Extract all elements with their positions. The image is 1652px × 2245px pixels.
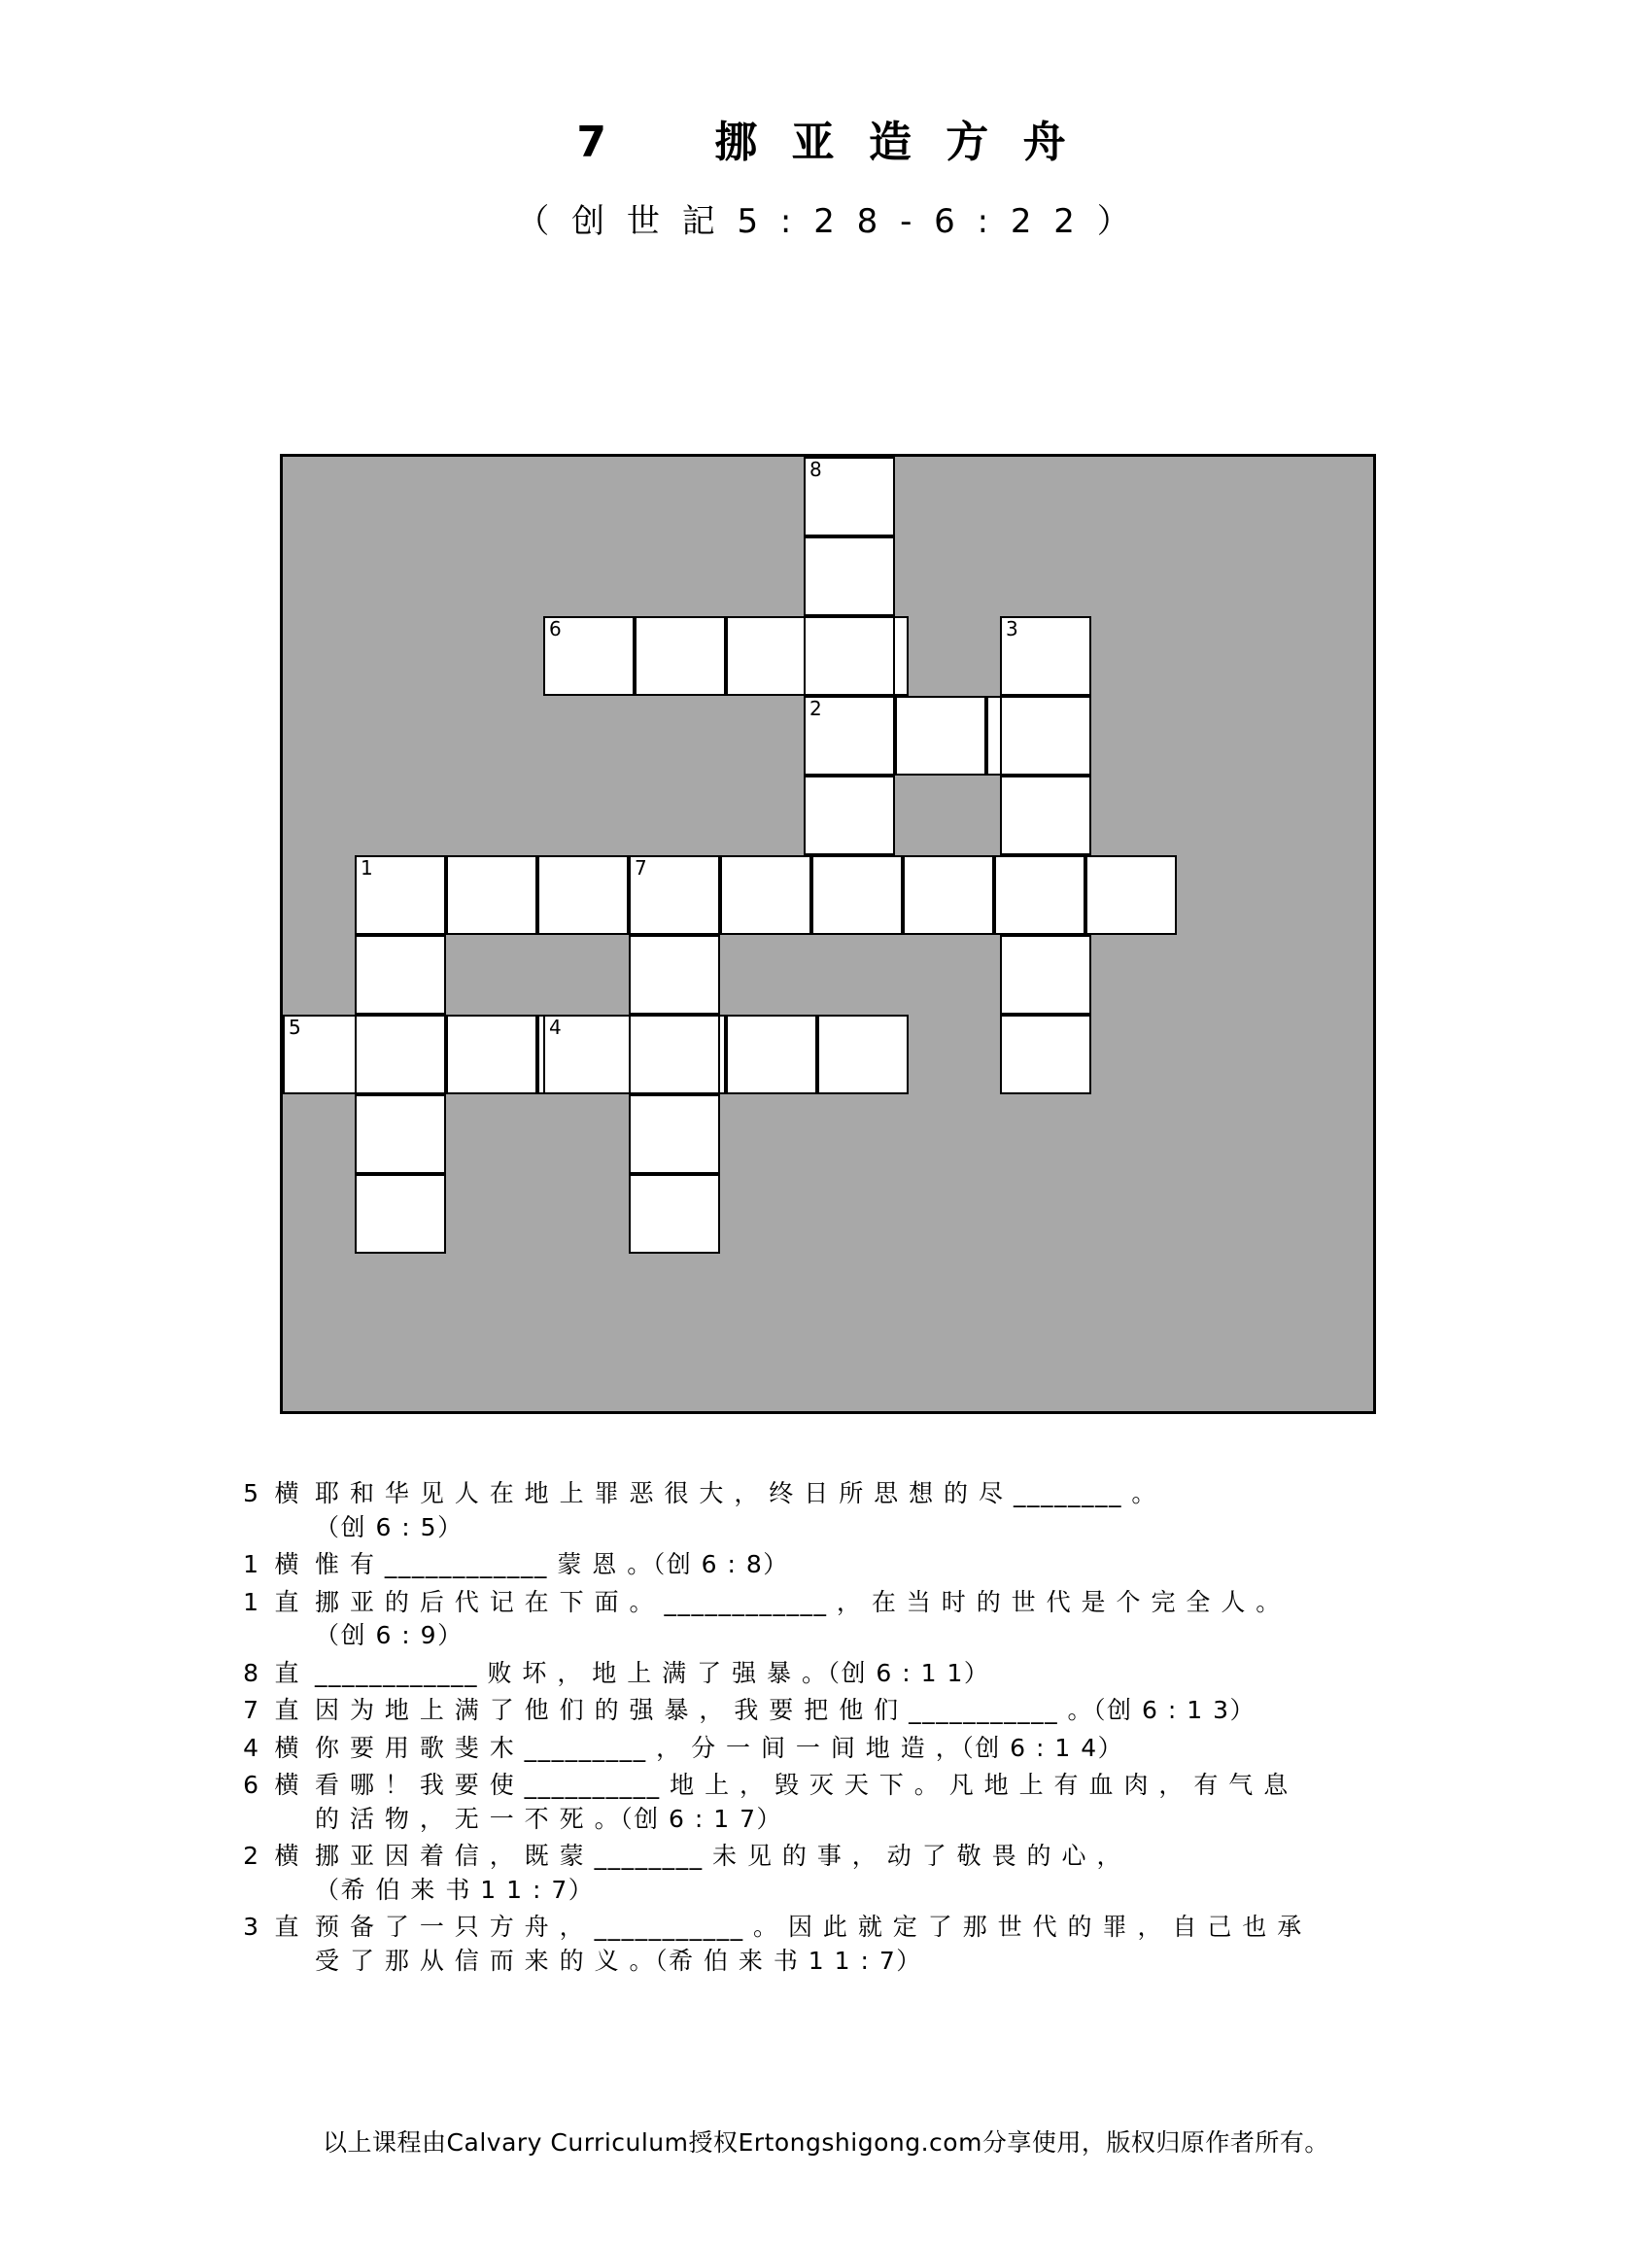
cell[interactable] [446,855,537,935]
cell-number-7: 7 [635,856,647,880]
clue-number: 1 [243,1587,258,1616]
cell[interactable] [1085,855,1177,935]
crossword-grid [280,454,1376,1414]
clue-number: 4 [243,1733,258,1762]
cell-number-3: 3 [1006,617,1018,640]
lesson-number: 7 [576,118,617,167]
clue-direction: 横 [274,1733,299,1762]
cell[interactable] [1000,696,1091,776]
cell[interactable] [629,935,720,1015]
cell[interactable] [720,855,811,935]
clue-body [315,1694,1479,1728]
clue-line-1: 耶 和 华 见 人 在 地 上 罪 恶 很 大 ， 终 日 所 思 想 的 尽 ________ 。 [315,1479,1157,1507]
cell[interactable] [355,1174,446,1254]
cell[interactable] [811,855,903,935]
cell-number-4: 4 [549,1016,562,1039]
cell[interactable] [903,855,994,935]
clue-item [225,1477,1479,1544]
cell-number-2: 2 [809,697,822,720]
clue-body [315,1548,1479,1582]
clue-direction: 横 [274,1771,299,1799]
clue-item [225,1548,1479,1582]
clue-body [315,1840,1479,1907]
cell[interactable] [629,1015,720,1094]
cell-number-6: 6 [549,617,562,640]
clue-line-1: 惟 有 ____________ 蒙 恩 。（创 6 : 8） [315,1550,789,1578]
clue-direction: 直 [274,1658,299,1687]
clue-list [225,1477,1479,1982]
clue-number: 5 [243,1479,258,1507]
clue-body [315,1586,1479,1653]
clue-direction: 横 [274,1479,299,1507]
clue-body [315,1769,1479,1836]
cell[interactable] [1000,1015,1091,1094]
cell[interactable] [355,1094,446,1174]
clue-number: 1 [243,1550,258,1578]
cell-1-start[interactable] [355,855,446,935]
clue-line-2: （希 伯 来 书 1 1 : 7） [315,1875,595,1904]
cell[interactable] [629,1174,720,1254]
clue-item [225,1657,1479,1691]
clue-line-1: 挪 亚 的 后 代 记 在 下 面 。 ____________ ， 在 当 时 的 世 代 是 个 完 全 人 。 [315,1587,1282,1616]
cell[interactable] [1000,776,1091,855]
clue-line-1: 挪 亚 因 着 信 ， 既 蒙 ________ 未 见 的 事 ， 动 了 敬 畏 的 心 ， [315,1842,1122,1870]
clue-number: 8 [243,1658,258,1687]
clue-direction: 直 [274,1913,299,1941]
cell[interactable] [635,616,726,696]
clue-item [225,1840,1479,1907]
cell[interactable] [994,855,1085,935]
clue-direction: 横 [274,1550,299,1578]
clue-line-2: 受 了 那 从 信 而 来 的 义 。（希 伯 来 书 1 1 : 7） [315,1946,922,1975]
clue-number: 2 [243,1842,258,1870]
title-main-line [0,107,1652,169]
cell-3-start[interactable] [1000,616,1091,696]
clue-body [315,1657,1479,1691]
cell-number-8: 8 [809,458,822,481]
clue-item [225,1694,1479,1728]
cell[interactable] [537,855,629,935]
clue-direction: 直 [274,1587,299,1616]
cell[interactable] [355,935,446,1015]
clue-line-2: （创 6 : 9） [315,1621,464,1649]
cell-number-1: 1 [361,856,373,880]
cell-number-5: 5 [289,1016,301,1039]
cell-7-start[interactable] [629,855,720,935]
clue-number: 7 [243,1696,258,1724]
clue-item [225,1732,1479,1766]
cell-6-start[interactable] [543,616,635,696]
clue-line-1: ____________ 败 坏 ， 地 上 满 了 强 暴 。（创 6 : 1 1） [315,1658,990,1687]
cell[interactable] [355,1015,446,1094]
cell[interactable] [817,1015,909,1094]
clue-item [225,1586,1479,1653]
cell[interactable] [446,1015,537,1094]
clue-direction: 横 [274,1842,299,1870]
clue-line-1: 因 为 地 上 满 了 他 们 的 强 暴 ， 我 要 把 他 们 ___________ 。（创 6 : 1 3） [315,1696,1256,1724]
clue-line-2: （创 6 : 5） [315,1512,464,1541]
clue-number: 3 [243,1913,258,1941]
clue-number: 6 [243,1771,258,1799]
cell[interactable] [895,696,986,776]
clue-body [315,1732,1479,1766]
cell[interactable] [1000,935,1091,1015]
clue-line-1: 看 哪 ！ 我 要 使 __________ 地 上 ， 毁 灭 天 下 。 凡 地 上 有 血 肉 ， 有 气 息 [315,1771,1290,1799]
cell[interactable] [804,616,895,696]
clue-line-1: 你 要 用 歌 斐 木 _________ ， 分 一 间 一 间 地 造 ，（创 6 : 1 4） [315,1733,1124,1762]
cell[interactable] [804,776,895,855]
clue-body [315,1477,1479,1544]
cell[interactable] [804,536,895,616]
clue-item [225,1911,1479,1978]
clue-line-1: 预 备 了 一 只 方 舟 ， ___________ 。 因 此 就 定 了 那 世 代 的 罪 ， 自 己 也 承 [315,1913,1303,1941]
clue-item [225,1769,1479,1836]
page-title [0,107,1652,242]
cell[interactable] [629,1094,720,1174]
clue-direction: 直 [274,1696,299,1724]
scripture-reference: （ 创 世 記 5 : 2 8 - 6 : 2 2 ） [516,202,1136,241]
cell-4-start[interactable] [543,1015,635,1094]
cell[interactable] [726,1015,817,1094]
crossword-cells [283,457,1373,1411]
clue-body [315,1911,1479,1978]
lesson-title: 挪 亚 造 方 舟 [714,118,1076,167]
cell-2-start[interactable] [804,696,895,776]
cell-8-start[interactable] [804,457,895,536]
copyright-footer: 以上课程由Calvary Curriculum授权Ertongshigong.com分享使用，版权归原作者所有。 [323,2128,1329,2157]
clue-line-2: 的 活 物 ， 无 一 不 死 。（创 6 : 1 7） [315,1804,783,1833]
